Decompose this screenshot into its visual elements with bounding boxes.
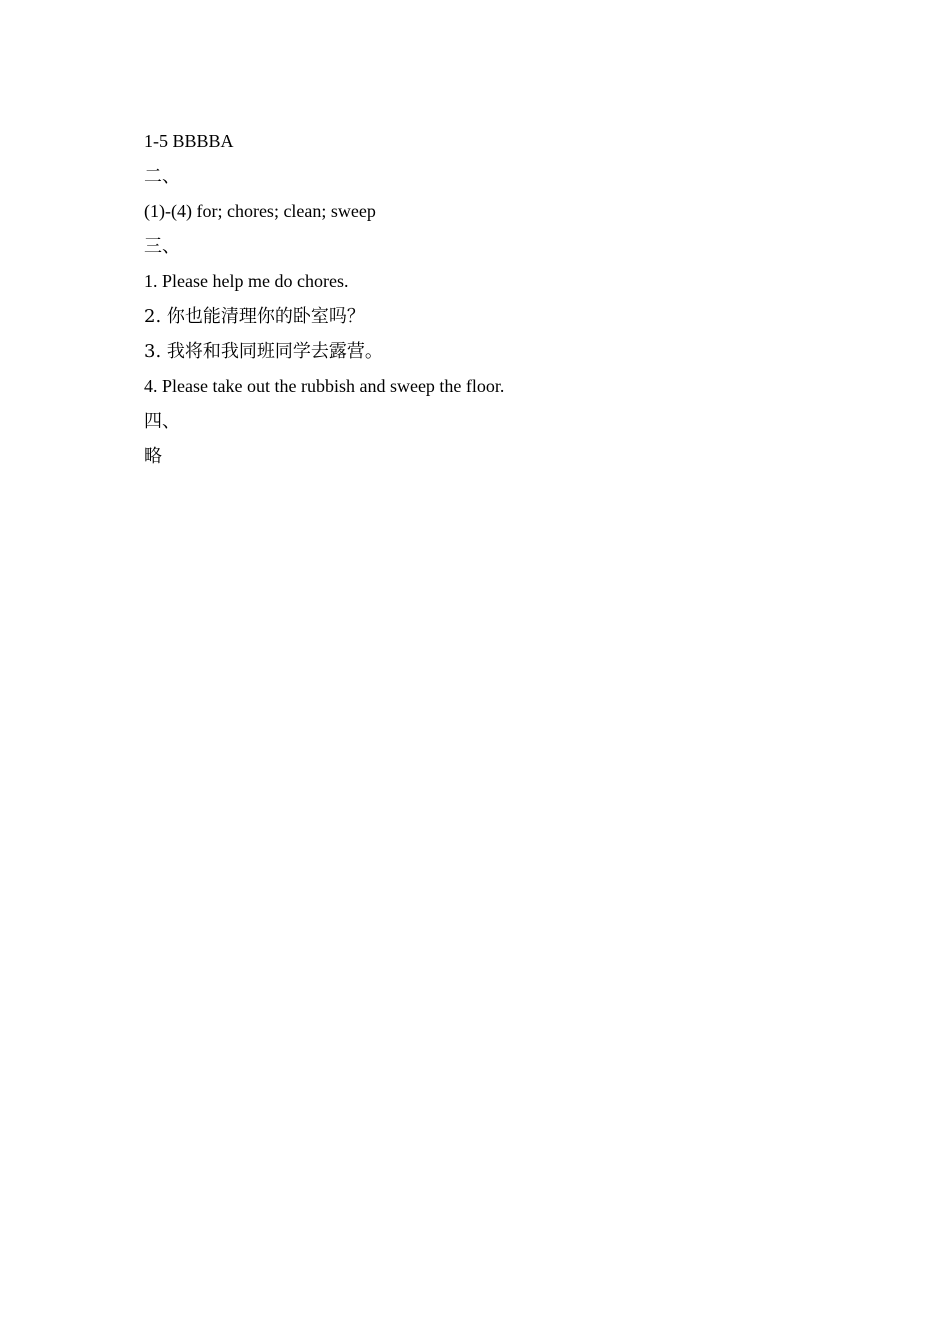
section-three-answer-3: 3. 我将和我同班同学去露营。 <box>144 341 383 362</box>
answer-key-content <box>144 124 804 474</box>
section-three-heading: 三、 <box>144 236 180 257</box>
section-three-answer-4: 4. Please take out the rubbish and sweep the floor. <box>144 376 505 396</box>
section-three-answer-2: 2. 你也能清理你的卧室吗？ <box>144 306 365 327</box>
section-two-heading: 二、 <box>144 166 180 187</box>
section-three-answer-1: 1. Please help me do chores. <box>144 271 349 291</box>
section-four-answer: 略 <box>144 446 162 467</box>
section-one-answers: 1-5 BBBBA <box>144 131 234 151</box>
section-four-heading: 四、 <box>144 411 180 432</box>
section-two-answers: (1)-(4) for; chores; clean; sweep <box>144 201 376 221</box>
